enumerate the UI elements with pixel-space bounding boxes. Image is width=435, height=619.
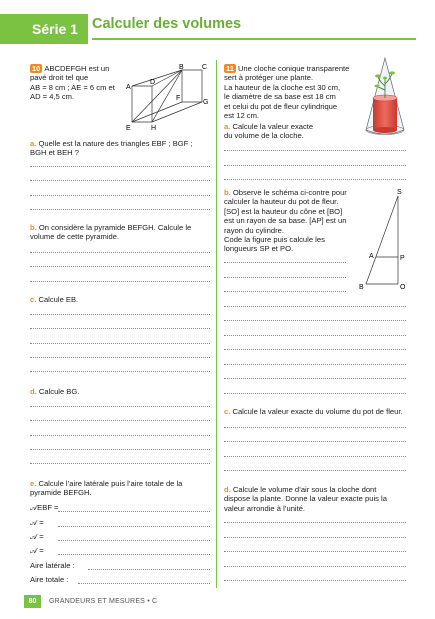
answer-line[interactable] — [30, 314, 210, 315]
ex11-intro-line: et celui du pot de fleur cylindrique — [224, 101, 338, 111]
ex11-b-text: Code la figure puis calcule les — [224, 235, 325, 245]
ex11-question-b — [224, 188, 356, 254]
answer-line[interactable] — [224, 522, 406, 523]
answer-line[interactable] — [224, 537, 406, 538]
label-P: P — [400, 255, 405, 262]
ex11-intro-line: sert à protéger une plante. — [224, 73, 314, 83]
answer-line[interactable] — [224, 470, 406, 471]
ex10-intro-line: pavé droit tel que — [30, 73, 89, 83]
ex11-intro-line: le diamètre de sa base est 18 cm — [224, 92, 336, 102]
ex11-d-text: dispose la plante. Donne la valeur exacte puis la — [224, 494, 387, 504]
area-row-label: 𝒜 = — [30, 532, 44, 541]
answer-line[interactable] — [224, 580, 406, 581]
answer-line[interactable] — [30, 449, 210, 450]
ex10-intro-line: AB = 8 cm ; AE = 6 cm et — [30, 82, 115, 92]
column-divider — [216, 60, 217, 588]
answer-line[interactable] — [30, 371, 210, 372]
ex11-a-text: du volume de la cloche. — [224, 131, 304, 141]
answer-line[interactable] — [224, 393, 406, 394]
label-F: F — [176, 95, 181, 102]
ex10-d-letter: d. — [30, 387, 37, 396]
answer-line[interactable] — [30, 357, 210, 358]
answer-line[interactable] — [58, 511, 210, 512]
answer-line[interactable] — [30, 435, 210, 436]
answer-line[interactable] — [224, 551, 406, 552]
ex11-b-letter: b. — [224, 188, 231, 197]
answer-line[interactable] — [30, 328, 210, 329]
answer-line[interactable] — [30, 266, 210, 267]
area-row-label: Aire totale : — [30, 575, 69, 584]
ex10-a-text: Quelle est la nature des triangles EBF ; BGF ; — [38, 139, 193, 148]
area-row-label: 𝒜EBF = — [30, 503, 59, 512]
ex11-b-text: [SO] est la hauteur du cône et [BO] — [224, 206, 343, 216]
answer-line[interactable] — [224, 320, 406, 321]
cuboid-figure — [124, 62, 216, 132]
ex11-b-text: calculer la hauteur du pot de fleur. — [224, 197, 339, 207]
answer-line[interactable] — [58, 540, 210, 541]
answer-line[interactable] — [224, 306, 406, 307]
ex11-a-letter: a. — [224, 122, 231, 131]
ex10-e-text: Calcule l’aire latérale puis l’aire totale de la — [38, 479, 183, 488]
answer-line[interactable] — [224, 441, 406, 442]
area-row-label: Aire latérale : — [30, 561, 75, 570]
label-H: H — [151, 125, 157, 132]
label-B: B — [179, 64, 184, 71]
answer-line[interactable] — [224, 277, 346, 278]
ex11-question-a — [224, 122, 374, 141]
ex10-intro-line: ABCDEFGH est un — [44, 64, 110, 73]
ex11-d-letter: d. — [224, 485, 231, 494]
ex11-question-c — [224, 407, 414, 416]
ex11-intro-line: est 12 cm. — [224, 111, 260, 121]
ex10-b-text: On considère la pyramide BEFGH. Calcule le — [38, 223, 192, 232]
label-B: B — [359, 284, 364, 291]
ex11-intro — [224, 64, 366, 120]
answer-line[interactable] — [30, 420, 210, 421]
ex11-intro-line: Une cloche conique transparente — [237, 64, 350, 73]
answer-line[interactable] — [224, 364, 406, 365]
header-rule — [92, 38, 416, 40]
ex10-e-text: pyramide BEFGH. — [30, 488, 92, 498]
area-row — [30, 518, 210, 528]
answer-line[interactable] — [58, 526, 210, 527]
ex11-b-text: est un rayon de sa base. [AP] est un — [224, 216, 347, 226]
ex10-intro — [30, 64, 122, 102]
ex11-d-text: Calcule le volume d’air sous la cloche dont — [232, 485, 377, 494]
ex10-b-text: volume de cette pyramide. — [30, 232, 120, 242]
label-S: S — [397, 189, 402, 196]
answer-line[interactable] — [30, 463, 210, 464]
answer-line[interactable] — [30, 180, 210, 181]
answer-line[interactable] — [30, 281, 210, 282]
ex11-c-letter: c. — [224, 407, 231, 416]
answer-line[interactable] — [78, 583, 210, 584]
ex10-question-e — [30, 479, 214, 498]
ex10-c-text: Calcule EB. — [38, 295, 79, 304]
ex11-intro-line: La hauteur de la cloche est 30 cm, — [224, 82, 341, 92]
footer-section: GRANDEURS ET MESURES • C — [49, 598, 158, 605]
page-number: 80 — [24, 595, 41, 608]
answer-line[interactable] — [30, 166, 210, 167]
answer-line[interactable] — [224, 349, 406, 350]
label-A: A — [369, 253, 374, 260]
area-row — [30, 503, 210, 513]
triangle-schema — [352, 186, 410, 292]
series-label: Série 1 — [32, 21, 78, 37]
ex10-intro-line: AD = 4,5 cm. — [30, 92, 75, 102]
ex11-question-d — [224, 485, 408, 513]
label-C: C — [202, 64, 208, 71]
answer-line[interactable] — [30, 195, 210, 196]
area-row-label: 𝒜 = — [30, 546, 44, 555]
area-row — [30, 561, 210, 571]
answer-line[interactable] — [224, 291, 346, 292]
label-D: D — [150, 79, 156, 86]
answer-line[interactable] — [224, 179, 406, 180]
ex10-a-letter: a. — [30, 139, 37, 148]
answer-line[interactable] — [30, 343, 210, 344]
answer-line[interactable] — [224, 378, 406, 379]
series-tab — [0, 14, 88, 44]
label-O: O — [400, 284, 406, 291]
answer-line[interactable] — [58, 554, 210, 555]
answer-line[interactable] — [30, 252, 210, 253]
ex10-number: 10 — [32, 64, 41, 73]
area-row — [30, 532, 210, 542]
answer-line[interactable] — [224, 456, 406, 457]
answer-line[interactable] — [30, 406, 210, 407]
ex10-e-letter: e. — [30, 479, 37, 488]
answer-line[interactable] — [224, 262, 346, 263]
ex10-d-text: Calcule BG. — [38, 387, 80, 396]
label-G: G — [203, 99, 209, 106]
answer-line[interactable] — [30, 209, 210, 210]
ex10-question-b — [30, 223, 214, 242]
answer-line[interactable] — [224, 335, 406, 336]
ex11-a-text: Calcule la valeur exacte — [232, 122, 314, 131]
ex11-b-text: longueurs SP et PO. — [224, 244, 294, 254]
ex10-c-letter: c. — [30, 295, 37, 304]
ex11-d-text: valeur arrondie à l’unité. — [224, 503, 306, 513]
ex11-number: 11 — [226, 64, 234, 73]
answer-line[interactable] — [224, 150, 406, 151]
ex10-question-a — [30, 139, 214, 158]
ex10-b-letter: b. — [30, 223, 37, 232]
ex10-question-d — [30, 387, 214, 396]
area-row-label: 𝒜 = — [30, 518, 44, 527]
answer-line[interactable] — [224, 566, 406, 567]
ex11-b-text: rayon du cylindre. — [224, 225, 284, 235]
ex10-a-text: BGH et BEH ? — [30, 148, 79, 158]
answer-line[interactable] — [224, 427, 406, 428]
area-row — [30, 575, 210, 585]
label-E: E — [126, 125, 131, 132]
ex11-c-text: Calcule la valeur exacte du volume du pot de fleur. — [232, 407, 403, 416]
label-A: A — [126, 84, 131, 91]
answer-line[interactable] — [224, 165, 406, 166]
area-row — [30, 546, 210, 556]
answer-line[interactable] — [88, 569, 210, 570]
ex11-b-text: Observe le schéma ci-contre pour — [232, 188, 347, 197]
page-title: Calculer des volumes — [92, 16, 242, 32]
ex10-question-c — [30, 295, 214, 304]
